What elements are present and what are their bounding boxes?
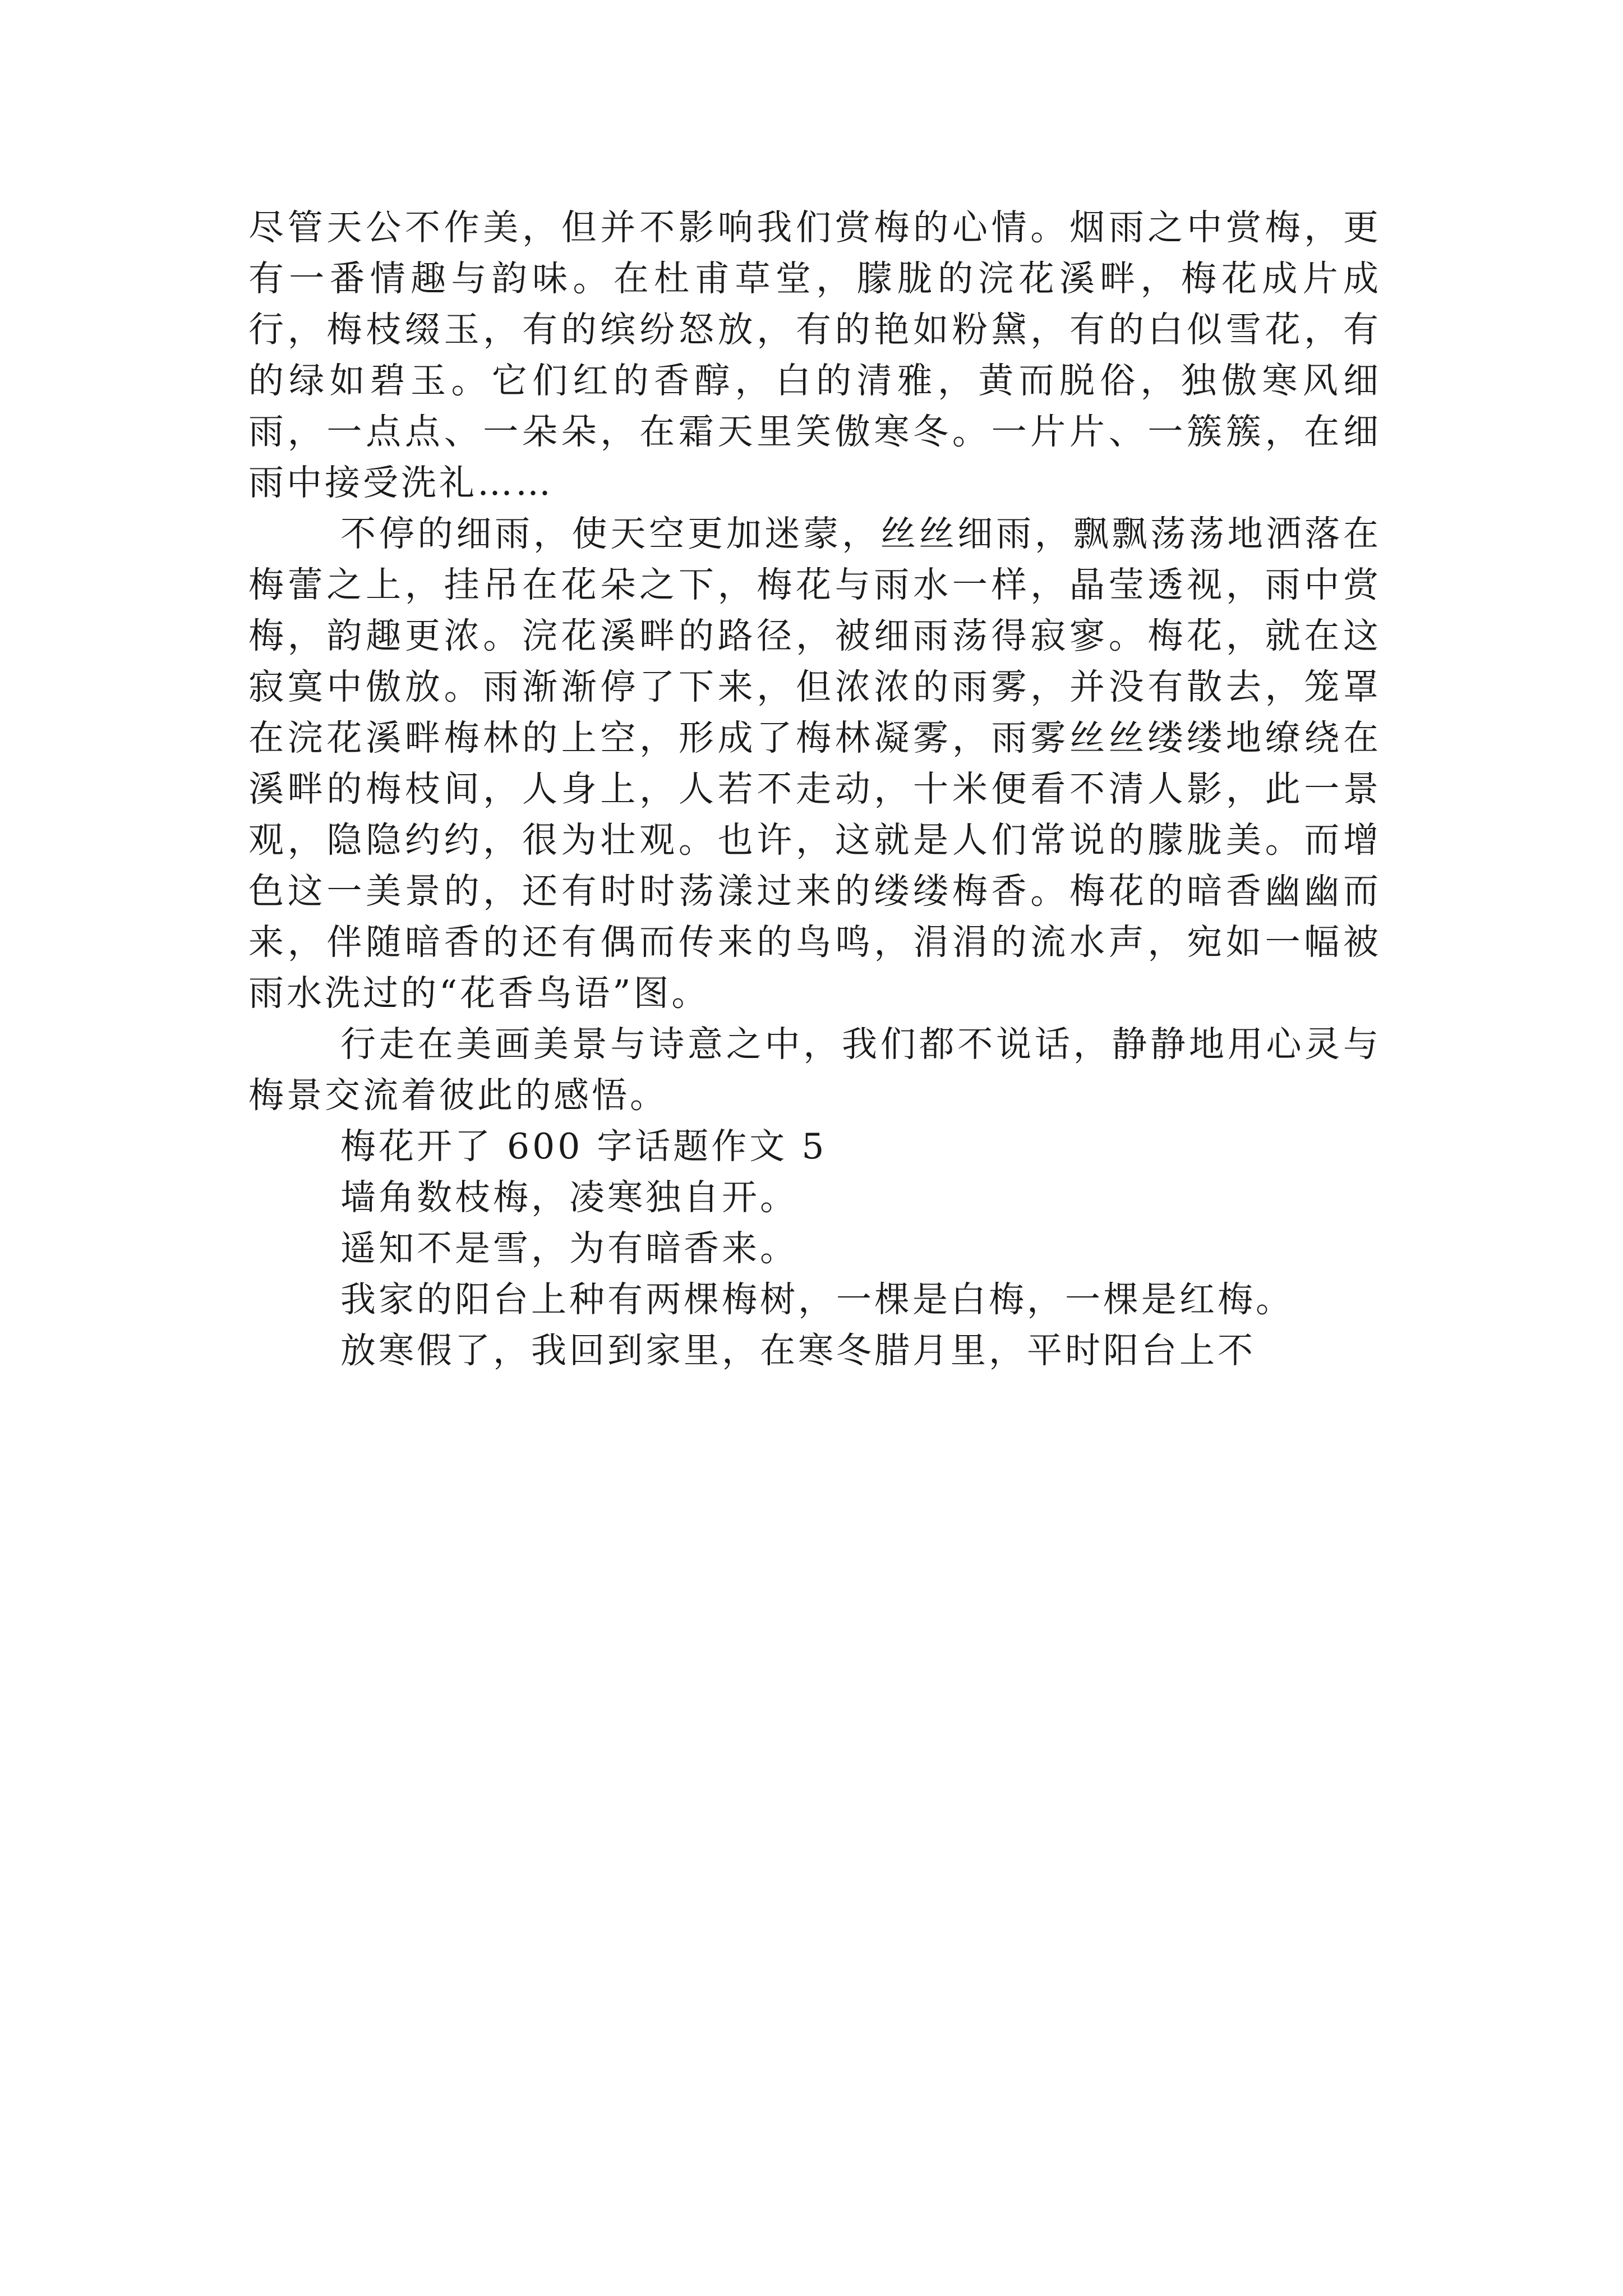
paragraph-walking-silence: 行走在美画美景与诗意之中，我们都不说话，静静地用心灵与梅景交流着彼此的感悟。 (248, 1024, 1381, 1116)
paragraph-plum-in-rain: 尽管天公不作美，但并不影响我们赏梅的心情。烟雨之中赏梅，更有一番情趣与韵味。在杜甫草堂，朦胧的浣花溪畔，梅花成片成行，梅枝缀玉，有的缤纷怒放，有的艳如粉黛，有的白似雪花，有的绿如碧玉。它们红的香醇，白的清雅，黄而脱俗，独傲寒风细雨，一点点、一朵朵，在霜天里笑傲寒冬。一片片、一簇簇，在细雨中接受洗礼…… (248, 207, 1381, 503)
paragraph-winter-break: 放寒假了，我回到家里，在寒冬腊月里，平时阳台上不 (340, 1330, 1256, 1371)
paragraph-drizzle-mist: 不停的细雨，使天空更加迷蒙，丝丝细雨，飘飘荡荡地洒落在梅蕾之上，挂吊在花朵之下，梅花与雨水一样，晶莹透视，雨中赏梅，韵趣更浓。浣花溪畔的路径，被细雨荡得寂寥。梅花，就在这寂寞中傲放。雨渐渐停了下来，但浓浓的雨雾，并没有散去，笼罩在浣花溪畔梅林的上空，形成了梅林凝雾，雨雾丝丝缕缕地缭绕在溪畔的梅枝间，人身上，人若不走动，十米便看不清人影，此一景观，隐隐约约，很为壮观。也许，这就是人们常说的朦胧美。而增色这一美景的，还有时时荡漾过来的缕缕梅香。梅花的暗香幽幽而来，伴随暗香的还有偶而传来的鸟鸣，涓涓的流水声，宛如一幅被雨水洗过的“花香鸟语”图。 (248, 513, 1381, 1014)
essay-heading: 梅花开了 600 字话题作文 5 (340, 1126, 827, 1167)
poem-line-1: 墙角数枝梅，凌寒独自开。 (340, 1177, 798, 1218)
poem-line-2: 遥知不是雪，为有暗香来。 (340, 1228, 798, 1269)
paragraph-balcony-trees: 我家的阳台上种有两棵梅树，一棵是白梅，一棵是红梅。 (340, 1279, 1294, 1320)
document-body (248, 202, 1381, 1376)
